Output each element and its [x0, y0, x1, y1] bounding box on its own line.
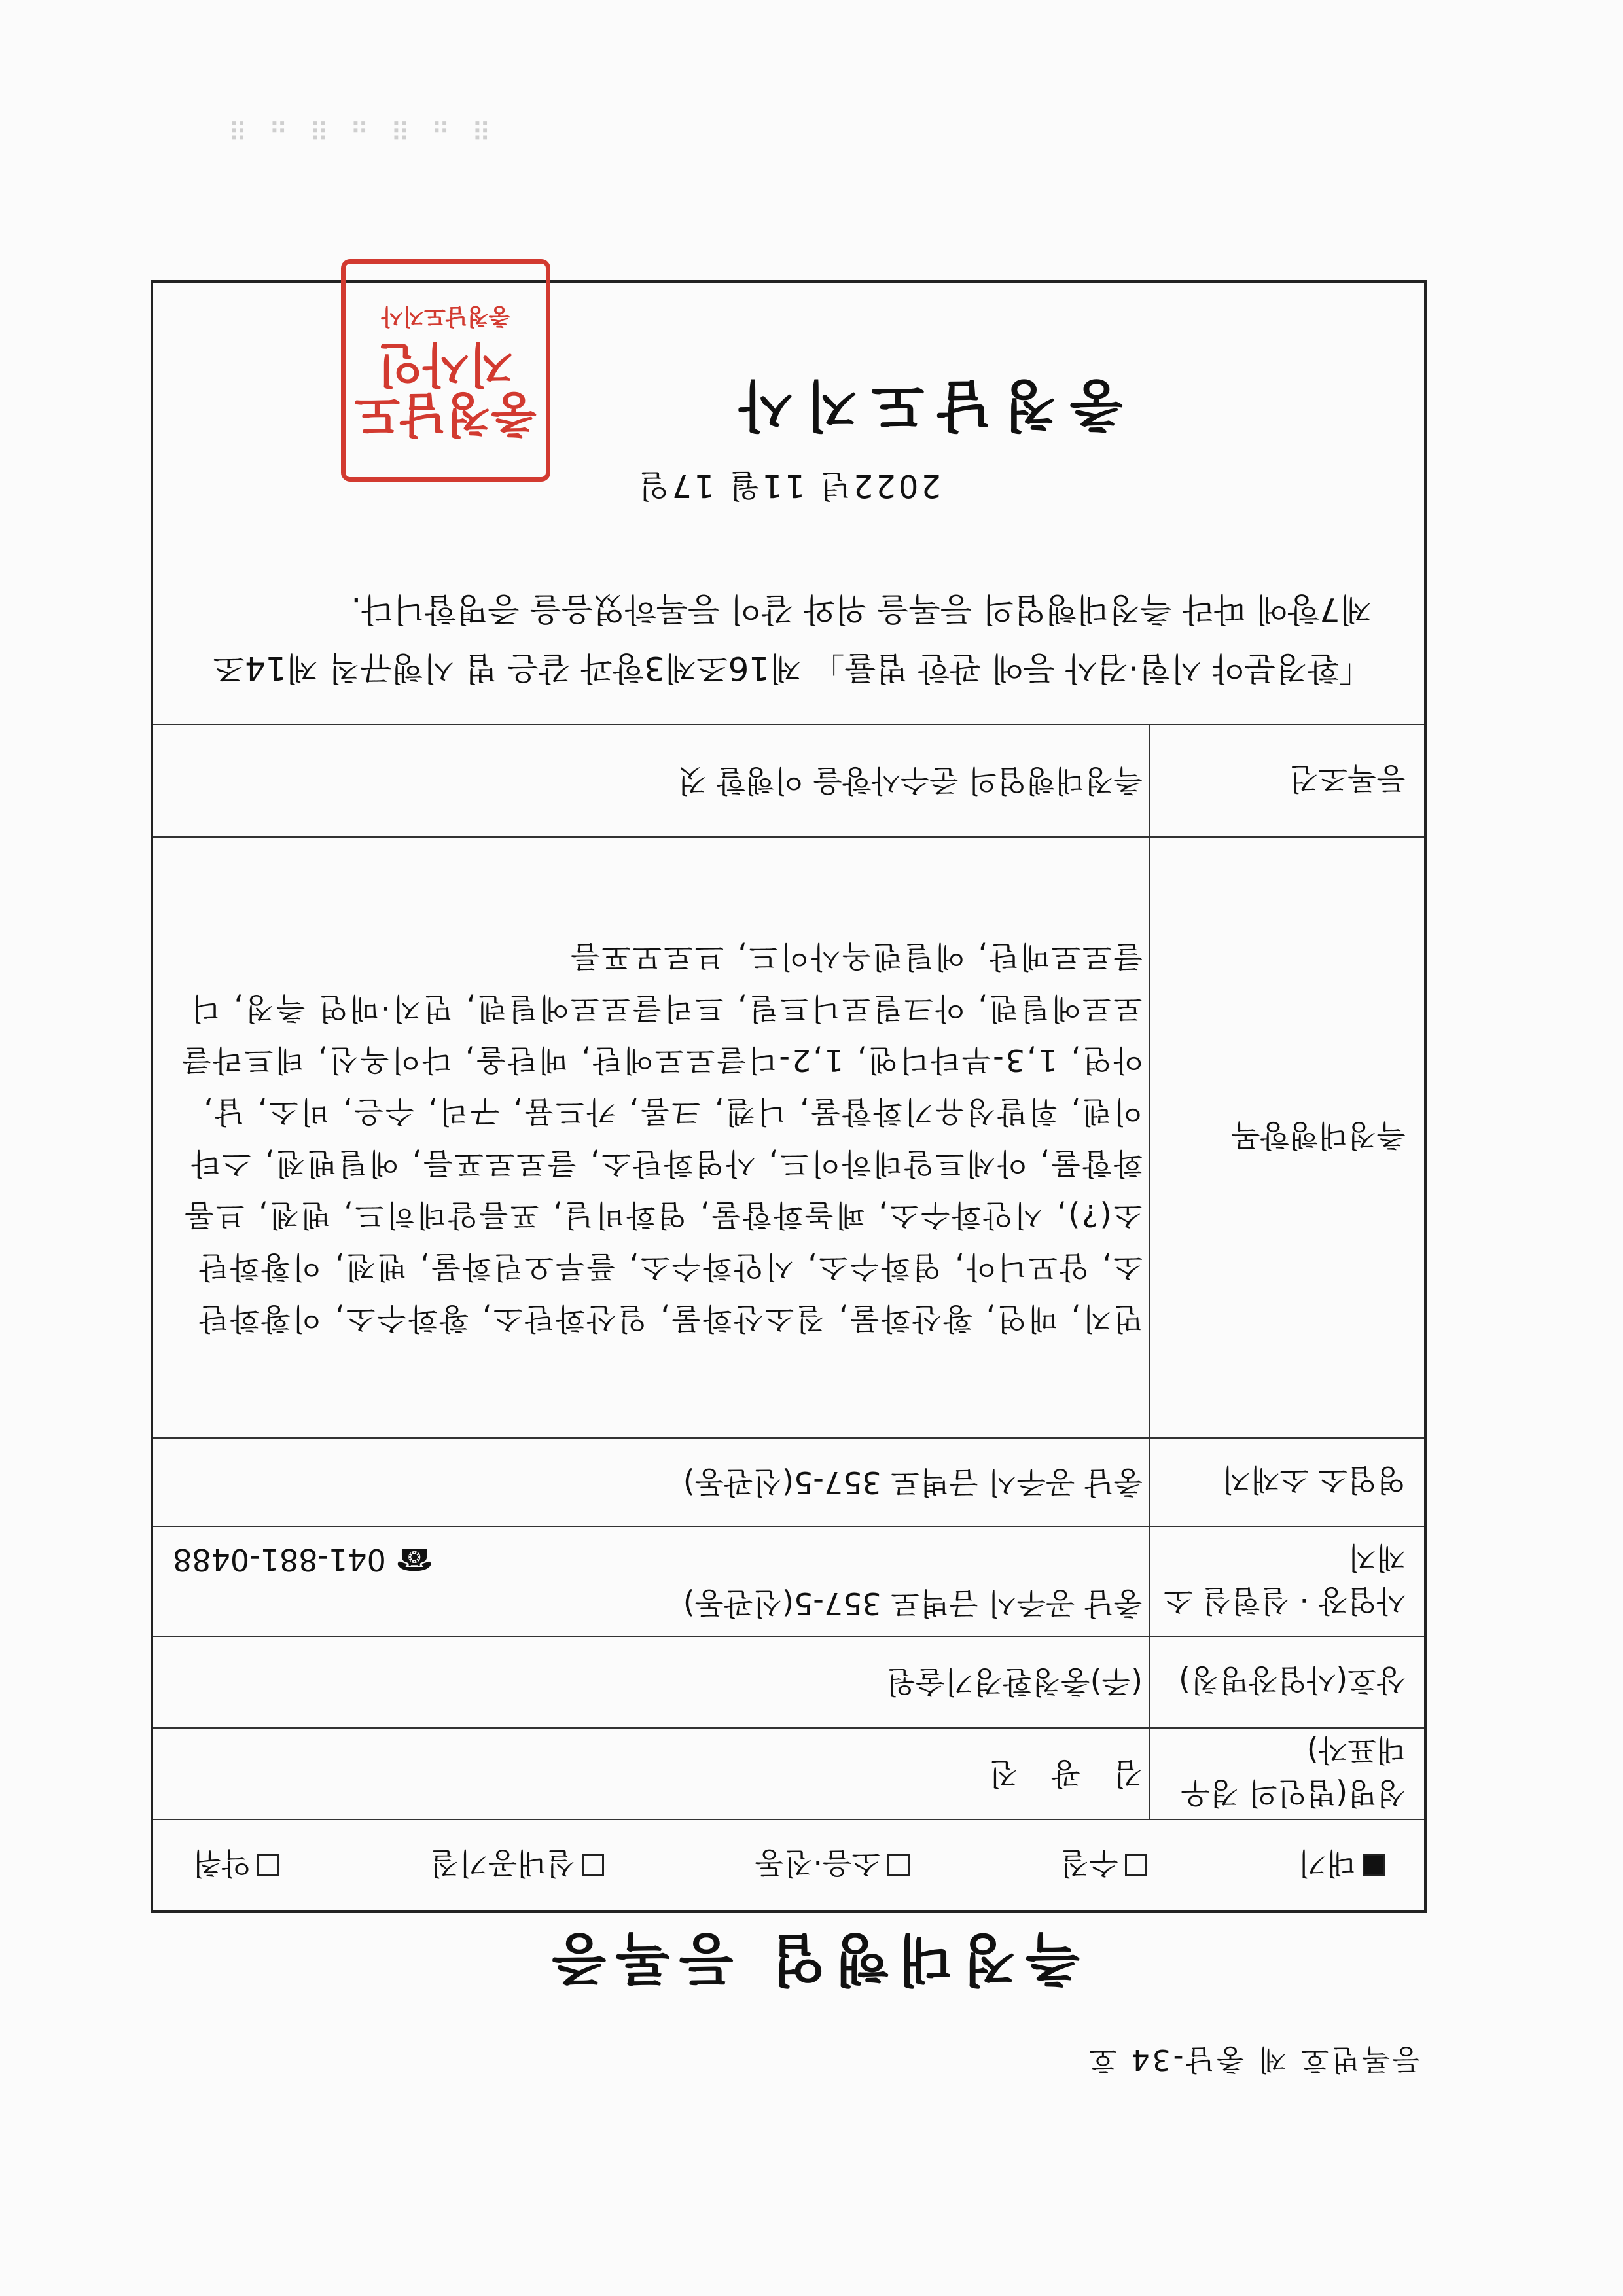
business-type-label: 수질: [1060, 1846, 1118, 1881]
empty-box-icon: [1125, 1854, 1147, 1876]
office-phone: ☎ 041-881-0488: [173, 1542, 433, 1577]
business-type-option: [755, 1844, 909, 1887]
condition-value: 측정대행업의 준수사항을 이행할 것: [677, 763, 1143, 799]
business-type-option: [192, 1844, 279, 1887]
business-type-label: 대기: [1298, 1846, 1356, 1881]
representative-label: 성명(법인의 경우 대표자): [1149, 1729, 1424, 1819]
official-seal-stamp: [341, 259, 550, 482]
business-type-option: [1298, 1844, 1385, 1887]
lab-location-value: 충남 공주시 금벽로 357-5(신관동): [683, 1464, 1143, 1500]
business-type-label: 소음·진동: [755, 1846, 881, 1881]
registration-label: 등록번호: [1298, 2043, 1420, 2076]
seal-main-text: 충청남도 지사인: [354, 337, 537, 442]
business-type-option: [1060, 1844, 1147, 1887]
company-name-label: 상호(사업장명칭): [1149, 1637, 1424, 1727]
lab-location-label: 영업소 소재지: [1149, 1439, 1424, 1526]
document-title: 측정대행업 등록증: [543, 1926, 1080, 1992]
certification-block: [153, 279, 1424, 725]
scope-value: 먼지, 매연, 황산화물, 질소산화물, 일산화탄소, 황화수소, 이황화탄소, 암모니아, 염화수소, 시안화수소, 플루오린화물, 벤젠, 이황화탄소(?), 시안화수소, 페놀화합물, 염화비닐, 포름알데히드, 벤젠, 브롬화합물, 아세트알데하이드, 사염화탄소, 클로로포름, 에틸벤젠, 스타이렌, 휘발성유기화합물, 니켈, 크롬, 카드뮴, 구리, 수은, 비소, 납, 아연, 1,3-부타디엔, 1,2-디클로로에탄, 메탄올, 다이옥신, 테트라클로로에틸렌, 아크릴로니트릴, 트리클로로에틸렌, 먼지·매연 측정, 디클로로메탄, 에틸렌옥사이드, 브로모포름: [180, 939, 1143, 1337]
company-name-value: (주)충청환경기술원: [886, 1664, 1143, 1700]
business-type-option: [430, 1844, 604, 1887]
registration-value: 제 충남-34 호: [1086, 2043, 1287, 2076]
company-name-row: [153, 1636, 1424, 1727]
office-address-value: 충남 공주시 금벽로 357-5(신관동): [683, 1585, 1143, 1621]
empty-box-icon: [887, 1854, 910, 1876]
bleed-through-marks: ⠿ ⠶ ⠿ ⠶ ⠿ ⠶ ⠿: [221, 113, 491, 143]
scope-row: [153, 836, 1424, 1437]
business-type-label: 악취: [192, 1846, 251, 1881]
lab-location-row: [153, 1437, 1424, 1526]
certification-text: 「환경분야 시험·검사 등에 관한 법률」 제16조제3항과 같은 법 시행규칙 제14조제7항에 따라 측정대행업의 등록을 위와 같이 등록하였음을 증명합니다.: [213, 590, 1372, 687]
condition-row: [153, 725, 1424, 836]
issuer-name: 충청남도지사: [726, 373, 1123, 437]
registration-number: [1086, 2041, 1420, 2083]
checked-box-icon: [1363, 1854, 1385, 1876]
scope-label: 측정대행항목: [1149, 838, 1424, 1437]
empty-box-icon: [582, 1854, 604, 1876]
office-address-row: [153, 1526, 1424, 1636]
seal-sub-text: 충청남도지사: [381, 302, 510, 329]
representative-row: [153, 1727, 1424, 1819]
office-address-label: 사업장 · 실험실 소재지: [1149, 1527, 1424, 1636]
business-type-row: [153, 1819, 1424, 1910]
empty-box-icon: [257, 1854, 279, 1876]
certificate-table: [151, 280, 1427, 1913]
issue-date: 2022년 11월 17일: [636, 467, 941, 504]
business-type-label: 실내공기질: [430, 1846, 576, 1881]
representative-value: 김 광 진: [977, 1756, 1143, 1792]
condition-label: 등록조건: [1149, 725, 1424, 836]
